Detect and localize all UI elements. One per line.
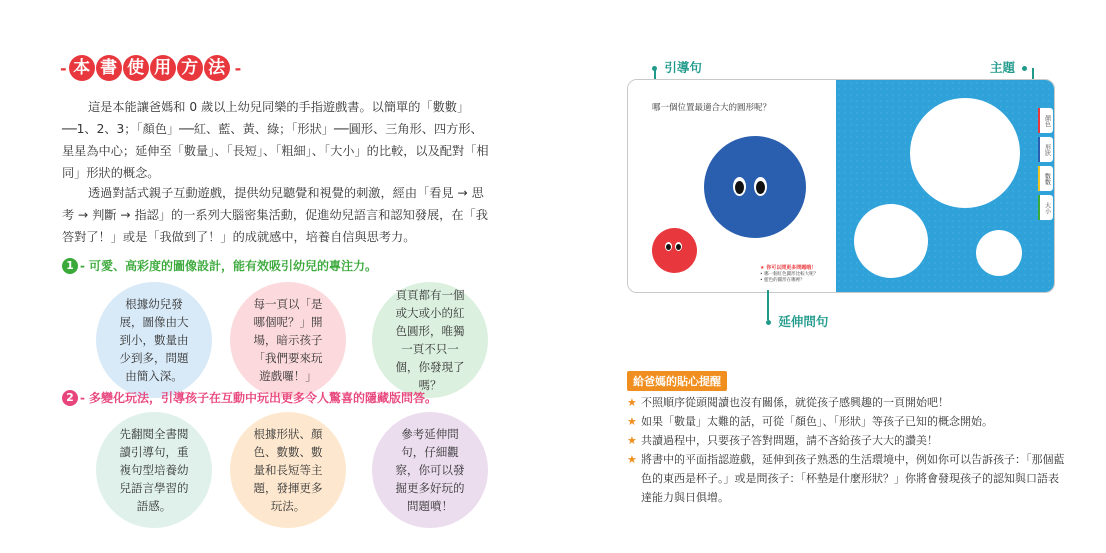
theme-callout xyxy=(990,58,1027,76)
theme-tab: 數數 xyxy=(1038,166,1053,191)
tip-text: 共讀過程中，只要孩子答對問題，請不吝給孩子大大的讚美！ xyxy=(641,434,938,447)
title-dash-left: - xyxy=(60,58,65,78)
small-red-circle xyxy=(652,228,697,273)
feature-1-circle-1 xyxy=(96,282,212,398)
eye-pupil xyxy=(756,181,765,194)
theme-tab: 顏色 xyxy=(1038,108,1053,133)
hole-medium xyxy=(854,204,928,278)
book-spread-preview xyxy=(627,79,1055,293)
feature-2-circle-1 xyxy=(96,412,212,528)
circle-text: 根據幼兒發展，圖像由大到小，數量由少到多，問題由簡入深。 xyxy=(119,297,189,383)
page-title xyxy=(56,52,243,84)
tip-text: 如果「數量」太難的話，可從「顏色」、「形狀」等孩子已知的概念開始。 xyxy=(641,415,993,428)
feature-2-circle-3 xyxy=(372,412,488,528)
tip-item xyxy=(627,393,1067,412)
intro-paragraph-1: 這是本能讓爸媽和 0 歲以上幼兒同樂的手指遊戲書。以簡單的「數數」──1、2、3；「顏色」──紅、藍、黃、綠；「形狀」──圓形、三角形、四方形、星星為中心；延伸至「數量」、「長短」、「粗細」、「大小」的比較，以及配對「相同」形狀的概念。 xyxy=(62,100,489,180)
hole-small xyxy=(976,230,1022,276)
title-char: 用 xyxy=(150,55,176,81)
callout-dot xyxy=(766,320,771,325)
theme-tab: 大小 xyxy=(1038,195,1053,220)
theme-tab: 形狀 xyxy=(1038,137,1053,162)
tip-text: 將書中的平面指認遊戲，延伸到孩子熟悉的生活環境中，例如你可以告訴孩子：「那個藍色的東西是杯子。」或是問孩子：「杯墊是什麼形狀？」你將會發現孩子的認知與口語表達能力與日俱增。 xyxy=(641,453,1065,504)
star-icon: ★ xyxy=(627,434,637,447)
title-char: 本 xyxy=(69,55,95,81)
spread-left-page xyxy=(628,80,836,292)
feature-number-badge: 2 xyxy=(62,390,78,406)
tip-item xyxy=(627,431,1067,450)
extension-box-line: • 哪一個紅色圓形比較大呢？ xyxy=(760,272,819,277)
eye-pupil xyxy=(735,181,744,194)
theme-tabs xyxy=(1038,108,1052,224)
feature-number-badge: 1 xyxy=(62,258,78,274)
extension-label: 延伸問句 xyxy=(778,314,829,329)
feature-1-heading xyxy=(62,257,377,274)
eye-white xyxy=(675,242,682,251)
extension-box-title: ★ 你可以問更多問題哦！ xyxy=(760,265,817,271)
theme-label: 主題 xyxy=(990,60,1016,75)
feature-1-circle-2 xyxy=(230,282,346,398)
title-char: 方 xyxy=(177,55,203,81)
eye-white xyxy=(665,242,672,251)
title-char: 書 xyxy=(96,55,122,81)
feature-dash: - xyxy=(80,258,85,273)
eye-white xyxy=(733,177,746,196)
title-char: 使 xyxy=(123,55,149,81)
feature-2-circle-2 xyxy=(230,412,346,528)
title-char: 法 xyxy=(204,55,230,81)
tip-item xyxy=(627,412,1067,431)
big-blue-circle xyxy=(704,136,806,238)
extension-question-box xyxy=(760,265,834,284)
eye-white xyxy=(754,177,767,196)
feature-text: 可愛、高彩度的圖像設計，能有效吸引幼兒的專注力。 xyxy=(88,259,377,273)
extension-callout xyxy=(766,312,828,330)
intro-paragraph-2: 透過對話式親子互動遊戲，提供幼兒聽覺和視覺的刺激，經由「看見 → 思考 → 判斷 → 指認」的一系列大腦密集活動，促進幼兒語言和認知發展，在「我答對了！」或是「我做到了！」的成就感中，培養自信與思考力。 xyxy=(62,186,488,244)
guide-label: 引導句 xyxy=(664,60,702,75)
hole-large xyxy=(910,98,1020,208)
guide-callout xyxy=(652,58,702,76)
circle-text: 根據形狀、顏色、數數、數量和長短等主題，發揮更多玩法。 xyxy=(253,427,323,513)
callout-dot xyxy=(1022,66,1027,71)
circle-text: 每一頁以「是哪個呢？」開場，暗示孩子「我們要來玩遊戲囉！」 xyxy=(253,297,323,383)
feature-1-circle-3 xyxy=(372,282,488,398)
tip-item xyxy=(627,450,1067,507)
eye-pupil xyxy=(676,244,681,250)
eye-pupil xyxy=(666,244,671,250)
feature-2-heading xyxy=(62,389,437,406)
tips-list xyxy=(627,393,1067,507)
circle-text: 參考延伸問句，仔細觀察，你可以發掘更多好玩的問題噴！ xyxy=(395,427,465,513)
feature-text: 多變化玩法，引導孩子在互動中玩出更多令人驚喜的隱藏版問答。 xyxy=(88,391,437,405)
star-icon: ★ xyxy=(627,396,637,409)
tip-text: 不照順序從頭閱讀也沒有關係，就從孩子感興趣的一頁開始吧！ xyxy=(641,396,949,409)
spread-right-page xyxy=(836,80,1054,292)
star-icon: ★ xyxy=(627,453,637,466)
tips-header: 給爸媽的貼心提醒 xyxy=(627,371,727,391)
circle-text: 先翻閱全書閱讀引導句，重複句型培養幼兒語言學習的語感。 xyxy=(119,427,189,513)
spread-question: 哪一個位置最適合大的圓形呢？ xyxy=(652,103,772,113)
star-icon: ★ xyxy=(627,415,637,428)
circle-text: 頁頁都有一個或大或小的紅色圓形，唯獨一頁不只一個，你發現了嗎？ xyxy=(395,288,465,392)
feature-dash: - xyxy=(80,390,85,405)
title-dash-right: - xyxy=(234,58,240,78)
extension-box-line: • 藍色的圓形在哪裡？ xyxy=(760,278,805,283)
